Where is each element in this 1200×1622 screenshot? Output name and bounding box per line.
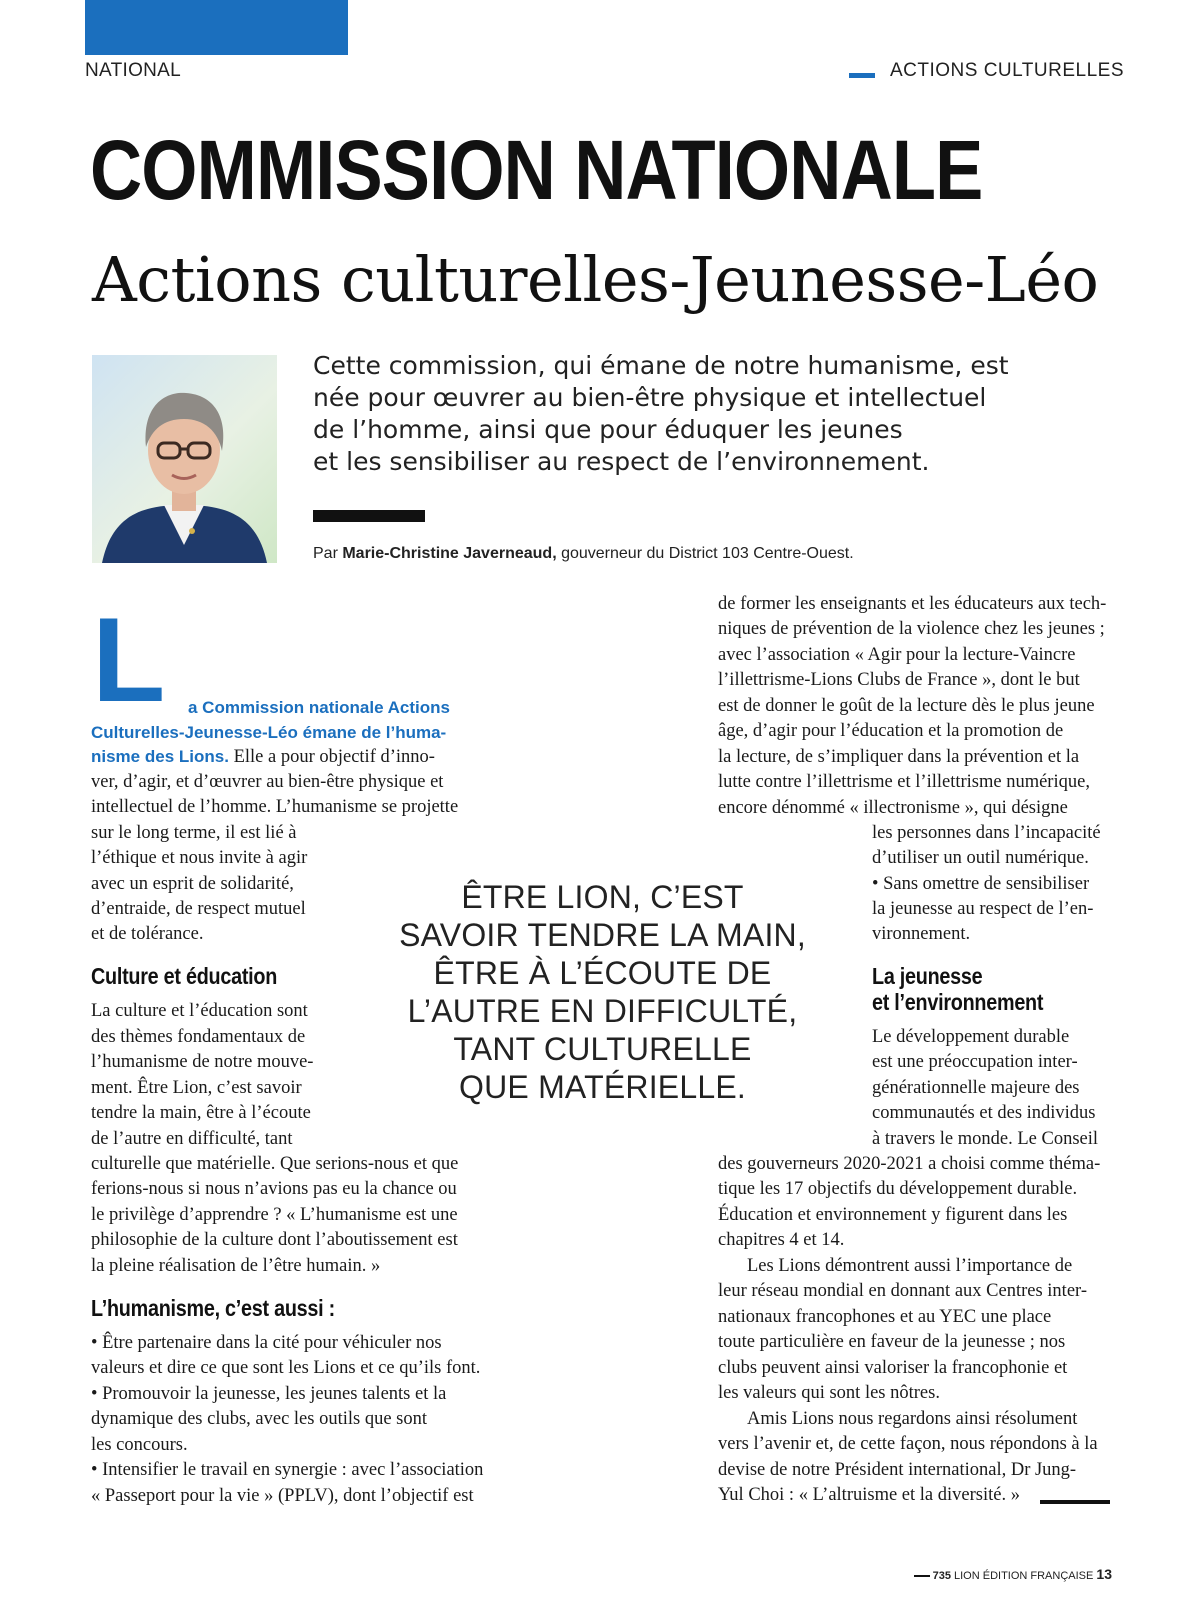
lead-line: a Commission nationale Actions bbox=[188, 698, 450, 717]
heading-environnement: et l’environnement bbox=[872, 989, 1044, 1015]
byline-prefix: Par bbox=[313, 545, 343, 562]
byline bbox=[313, 545, 854, 563]
drop-cap: L bbox=[92, 593, 166, 727]
heading-humanisme: L’humanisme, c’est aussi : bbox=[91, 1295, 335, 1321]
body-line: la lecture, de s’impliquer dans la prévention et la bbox=[718, 747, 1080, 767]
intro-rule bbox=[313, 510, 425, 522]
body-line: vironnement. bbox=[872, 924, 971, 944]
lead-line-mixed bbox=[91, 744, 435, 771]
body-line: des gouverneurs 2020-2021 a choisi comme théma- bbox=[718, 1154, 1101, 1174]
page-footer bbox=[914, 1566, 1112, 1582]
body-line: l’éthique et nous invite à agir bbox=[91, 848, 308, 868]
body-line: philosophie de la culture dont l’aboutissement est bbox=[91, 1230, 458, 1250]
footer-dash bbox=[914, 1575, 930, 1577]
heading-culture: Culture et éducation bbox=[91, 963, 278, 989]
body-line: clubs peuvent ainsi valoriser la francophonie et bbox=[718, 1358, 1068, 1378]
article-subtitle: Actions culturelles-Jeunesse-Léo bbox=[92, 243, 1099, 316]
byline-author: Marie-Christine Javerneaud, bbox=[342, 545, 557, 562]
body-line: et de tolérance. bbox=[91, 924, 204, 944]
body-line: dynamique des clubs, avec les outils que sont bbox=[91, 1409, 428, 1429]
body-line: tendre la main, être à l’écoute bbox=[91, 1103, 311, 1123]
author-portrait bbox=[92, 355, 277, 563]
byline-role: gouverneur du District 103 Centre-Ouest. bbox=[556, 545, 854, 562]
lead-line: Culturelles-Jeunesse-Léo émane de l’huma- bbox=[91, 723, 447, 742]
intro-text bbox=[313, 350, 1033, 478]
body-line: devise de notre Président international, Dr Jung- bbox=[718, 1460, 1077, 1480]
body-line: les valeurs qui sont les nôtres. bbox=[718, 1383, 940, 1403]
body-line: chapitres 4 et 14. bbox=[718, 1230, 845, 1250]
body-line: nationaux francophones et au YEC une place bbox=[718, 1307, 1052, 1327]
body-line: l’illettrisme-Lions Clubs de France », dont le but bbox=[718, 670, 1080, 690]
body-line: Les Lions démontrent aussi l’importance de bbox=[747, 1256, 1073, 1276]
pull-quote-line: ÊTRE LION, C’EST bbox=[461, 879, 744, 915]
body-line: avec un esprit de solidarité, bbox=[91, 874, 294, 894]
body-line: encore dénommé « illectronisme », qui désigne bbox=[718, 798, 1068, 818]
bullet-line: • Être partenaire dans la cité pour véhiculer nos bbox=[91, 1333, 442, 1353]
body-line: « Passeport pour la vie » (PPLV), dont l’objectif est bbox=[91, 1486, 474, 1506]
body-line: lutte contre l’illettrisme et l’illettrisme numérique, bbox=[718, 772, 1090, 792]
body-line: générationnelle majeure des bbox=[872, 1078, 1080, 1098]
pull-quote-line: QUE MATÉRIELLE. bbox=[459, 1069, 746, 1105]
section-label: NATIONAL bbox=[85, 60, 182, 81]
body-line: d’utiliser un outil numérique. bbox=[872, 848, 1089, 868]
body-line: est de donner le goût de la lecture dès le plus jeune bbox=[718, 696, 1095, 716]
body-line: les personnes dans l’incapacité bbox=[872, 823, 1101, 843]
end-of-article-rule bbox=[1040, 1500, 1110, 1504]
intro-line: et les sensibiliser au respect de l’environnement. bbox=[313, 447, 930, 476]
body-line: Amis Lions nous regardons ainsi résolument bbox=[747, 1409, 1078, 1429]
body-line: âge, d’agir pour l’éducation et la promotion de bbox=[718, 721, 1064, 741]
pull-quote-line: ÊTRE À L’ÉCOUTE DE bbox=[433, 955, 772, 991]
body-line: leur réseau mondial en donnant aux Centres inter- bbox=[718, 1281, 1087, 1301]
bullet-line: • Promouvoir la jeunesse, les jeunes talents et la bbox=[91, 1384, 447, 1404]
body-line: valeurs et dire ce que sont les Lions et ce qu’ils font. bbox=[91, 1358, 481, 1378]
body-line: ferions-nous si nous n’avions pas eu la chance ou bbox=[91, 1179, 457, 1199]
body-line: toute particulière en faveur de la jeunesse ; nos bbox=[718, 1332, 1066, 1352]
intro-line: de l’homme, ainsi que pour éduquer les jeunes bbox=[313, 415, 903, 444]
pull-quote bbox=[380, 878, 825, 1106]
body-line: culturelle que matérielle. Que serions-nous et que bbox=[91, 1154, 459, 1174]
body-line: tique les 17 objectifs du développement durable. bbox=[718, 1179, 1078, 1199]
body-line: Yul Choi : « L’altruisme et la diversité. » bbox=[718, 1485, 1020, 1505]
article-title: COMMISSION NATIONALE bbox=[90, 123, 983, 217]
body-line: à travers le monde. Le Conseil bbox=[872, 1129, 1099, 1149]
section-marker bbox=[849, 73, 875, 78]
body-line: le privilège d’apprendre ? « L’humanisme est une bbox=[91, 1205, 458, 1225]
body-line: la pleine réalisation de l’être humain. » bbox=[91, 1256, 381, 1276]
body-line: sur le long terme, il est lié à bbox=[91, 823, 297, 843]
page-number: 13 bbox=[1096, 1566, 1112, 1582]
bullet-line: • Intensifier le travail en synergie : avec l’association bbox=[91, 1460, 484, 1480]
pull-quote-line: TANT CULTURELLE bbox=[453, 1031, 752, 1067]
body-line: la jeunesse au respect de l’en- bbox=[872, 899, 1094, 919]
heading-jeunesse: La jeunesse bbox=[872, 963, 983, 989]
pull-quote-line: L’AUTRE EN DIFFICULTÉ, bbox=[407, 993, 798, 1029]
body-line: de l’autre en difficulté, tant bbox=[91, 1129, 293, 1149]
intro-line: Cette commission, qui émane de notre humanisme, est bbox=[313, 351, 1009, 380]
magazine-name: LION ÉDITION FRANÇAISE bbox=[954, 1570, 1094, 1582]
body-line: intellectuel de l’homme. L’humanisme se projette bbox=[91, 797, 459, 817]
body-line: les concours. bbox=[91, 1435, 188, 1455]
header-color-bar bbox=[85, 0, 348, 55]
body-line: est une préoccupation inter- bbox=[872, 1052, 1078, 1072]
body-line: l’humanisme de notre mouve- bbox=[91, 1052, 314, 1072]
body-line: Éducation et environnement y figurent dans les bbox=[718, 1205, 1068, 1225]
intro-line: née pour œuvrer au bien-être physique et intellectuel bbox=[313, 383, 987, 412]
pull-quote-line: SAVOIR TENDRE LA MAIN, bbox=[399, 917, 806, 953]
body-line: niques de prévention de la violence chez les jeunes ; bbox=[718, 619, 1105, 639]
body-line: communautés et des individus bbox=[872, 1103, 1096, 1123]
body-line: ment. Être Lion, c’est savoir bbox=[91, 1078, 302, 1098]
body-line: La culture et l’éducation sont bbox=[91, 1001, 308, 1021]
body-fragment: Elle a pour objectif d’inno- bbox=[228, 747, 435, 767]
body-line: avec l’association « Agir pour la lecture-Vaincre bbox=[718, 645, 1076, 665]
body-line: des thèmes fondamentaux de bbox=[91, 1027, 306, 1047]
bullet-line: • Sans omettre de sensibiliser bbox=[872, 874, 1090, 894]
body-line: ver, d’agir, et d’œuvrer au bien-être physique et bbox=[91, 772, 444, 792]
rubric-label: ACTIONS CULTURELLES bbox=[889, 60, 1124, 81]
issue-number: 735 bbox=[932, 1570, 951, 1582]
body-line: d’entraide, de respect mutuel bbox=[91, 899, 306, 919]
body-line: de former les enseignants et les éducateurs aux tech- bbox=[718, 594, 1107, 614]
lead-fragment: nisme des Lions. bbox=[91, 747, 229, 766]
body-line: Le développement durable bbox=[872, 1027, 1070, 1047]
body-line: vers l’avenir et, de cette façon, nous répondons à la bbox=[718, 1434, 1098, 1454]
